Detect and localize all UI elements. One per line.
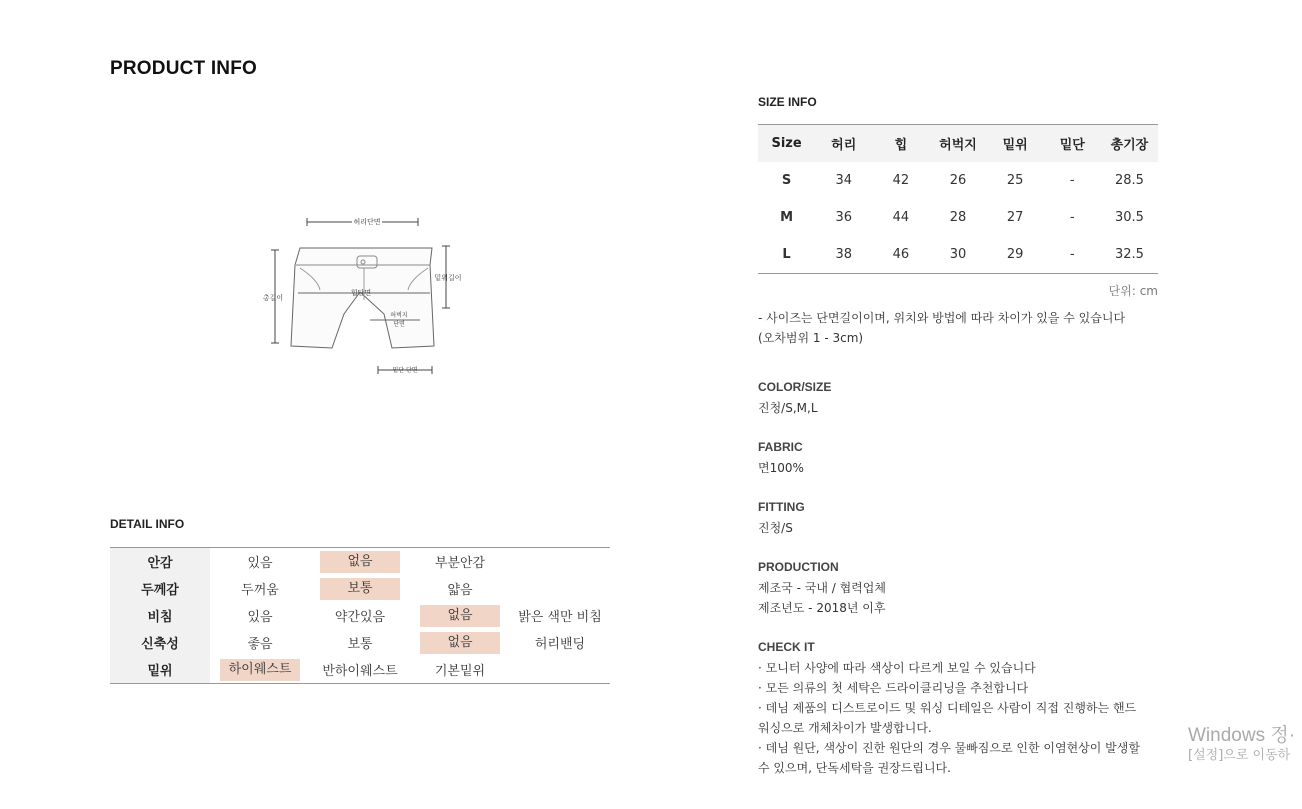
shorts-measurement-diagram [260, 210, 470, 380]
size-header-cell: 밑단 [1059, 138, 1085, 153]
size-info-title: SIZE INFO [758, 95, 817, 109]
size-table-row [758, 199, 1158, 236]
detail-option: 얇음 [447, 583, 473, 598]
total-length-label: 총길이 [262, 294, 284, 302]
fabric-title: FABRIC [758, 440, 803, 454]
size-info-table [758, 124, 1158, 274]
check-it-line: · 모든 의류의 첫 세탁은 드라이클리닝을 추천합니다 [758, 681, 1029, 695]
size-cell: 46 [892, 247, 910, 262]
size-cell: 28.5 [1114, 173, 1144, 188]
color-size-value: 진청/S,M,L [758, 401, 818, 415]
size-header-cell: 힙 [894, 138, 908, 153]
detail-row-label: 밑위 [110, 656, 210, 683]
fabric-value: 면100% [758, 461, 804, 475]
size-cell: 27 [1006, 210, 1024, 225]
detail-option: 밝은 색만 비침 [518, 610, 602, 625]
detail-option [510, 575, 610, 602]
check-it-title: CHECK IT [758, 640, 815, 654]
detail-option: 반하이웨스트 [322, 664, 398, 679]
size-note [758, 308, 1158, 348]
detail-row-stretch [110, 629, 610, 656]
detail-row-rise [110, 656, 610, 683]
detail-option: 기본밑위 [434, 664, 486, 679]
size-header-cell: 밑위 [1002, 138, 1028, 153]
rise-label: 밑위길이 [434, 274, 462, 282]
thigh-label-line1: 허벅지 [390, 312, 408, 319]
fitting-value: 진청/S [758, 521, 793, 535]
detail-row-thickness [110, 575, 610, 602]
size-cell: 28 [949, 210, 967, 225]
size-cell: 38 [835, 247, 852, 262]
check-it-line: · 데님 제품의 디스트로이드 및 워싱 디테일은 사람이 직접 진행하는 핸드 [758, 701, 1137, 715]
size-cell: 29 [1006, 247, 1024, 262]
windows-activation-watermark-sub: [설정]으로 이동하 [1188, 748, 1291, 763]
thigh-label-line2: 단면 [393, 321, 405, 328]
detail-row-label: 비침 [110, 602, 210, 629]
hip-label: 힙단면 [350, 289, 372, 297]
detail-row-lining [110, 548, 610, 575]
detail-option-selected: 없음 [310, 548, 410, 575]
production-line: 제조국 - 국내 / 협력업체 [758, 581, 886, 595]
check-it-line: 수 있으며, 단독세탁을 권장드립니다. [758, 761, 951, 775]
size-note-line: (오차범위 1 - 3cm) [758, 331, 864, 345]
detail-option: 허리밴딩 [534, 637, 586, 652]
size-unit: 단위: cm [1108, 284, 1158, 298]
size-cell: 32.5 [1114, 247, 1144, 262]
size-header-cell: 허리 [831, 138, 857, 153]
check-it-line: · 데님 원단, 색상이 진한 원단의 경우 물빠짐으로 인한 이염현상이 발생할 [758, 741, 1140, 755]
size-cell: M [780, 210, 794, 225]
check-it-line: · 모니터 사양에 따라 색상이 다르게 보일 수 있습니다 [758, 661, 1036, 675]
detail-row-label: 신축성 [110, 629, 210, 656]
detail-option: 있음 [247, 610, 273, 625]
detail-option-selected: 없음 [410, 629, 510, 656]
fitting-title: FITTING [758, 500, 805, 514]
size-cell: - [1069, 173, 1075, 188]
detail-row-sheerness [110, 602, 610, 629]
size-header-cell: 총기장 [1110, 138, 1149, 153]
size-cell: 26 [949, 173, 967, 188]
size-header-cell: 허벅지 [939, 138, 977, 153]
detail-option: 보통 [347, 637, 373, 652]
production-line: 제조년도 - 2018년 이후 [758, 601, 886, 615]
production-info [758, 578, 1158, 618]
size-cell: S [781, 173, 792, 188]
size-cell: 34 [835, 173, 852, 188]
detail-option: 좋음 [247, 637, 273, 652]
detail-info-table [110, 547, 610, 684]
detail-option: 약간있음 [334, 610, 386, 625]
detail-row-label: 두께감 [110, 575, 210, 602]
check-it-line: 워싱으로 개체차이가 발생합니다. [758, 721, 932, 735]
detail-option-selected: 하이웨스트 [210, 656, 310, 683]
size-header-cell: Size [771, 136, 802, 151]
hem-label: 밑단 단면 [392, 367, 418, 374]
detail-option-selected: 없음 [410, 602, 510, 629]
size-cell: 30 [949, 247, 967, 262]
windows-activation-watermark: Windows 정· [1188, 725, 1296, 746]
detail-option: 있음 [247, 556, 273, 571]
detail-option: 부분안감 [434, 556, 486, 571]
size-cell: 42 [892, 173, 910, 188]
detail-info-title: DETAIL INFO [110, 517, 185, 531]
size-note-line: - 사이즈는 단면길이이며, 위치와 방법에 따라 차이가 있을 수 있습니다 [758, 311, 1126, 325]
size-table-header [758, 125, 1158, 162]
production-title: PRODUCTION [758, 560, 839, 574]
detail-option [510, 548, 610, 575]
size-table-row [758, 162, 1158, 199]
size-table-row [758, 236, 1158, 273]
size-cell: 30.5 [1114, 210, 1144, 225]
waist-label: 허리단면 [353, 218, 381, 226]
size-cell: - [1069, 247, 1075, 262]
detail-row-label: 안감 [110, 548, 210, 575]
detail-option-selected: 보통 [310, 575, 410, 602]
size-cell: 44 [892, 210, 910, 225]
size-cell: 36 [835, 210, 852, 225]
size-cell: 25 [1006, 173, 1024, 188]
color-size-title: COLOR/SIZE [758, 380, 832, 394]
check-it-list [758, 658, 1158, 778]
size-cell: - [1069, 210, 1075, 225]
detail-option [510, 656, 610, 683]
detail-option: 두꺼움 [241, 583, 279, 598]
size-cell: L [782, 247, 791, 262]
page-title: PRODUCT INFO [110, 58, 258, 79]
